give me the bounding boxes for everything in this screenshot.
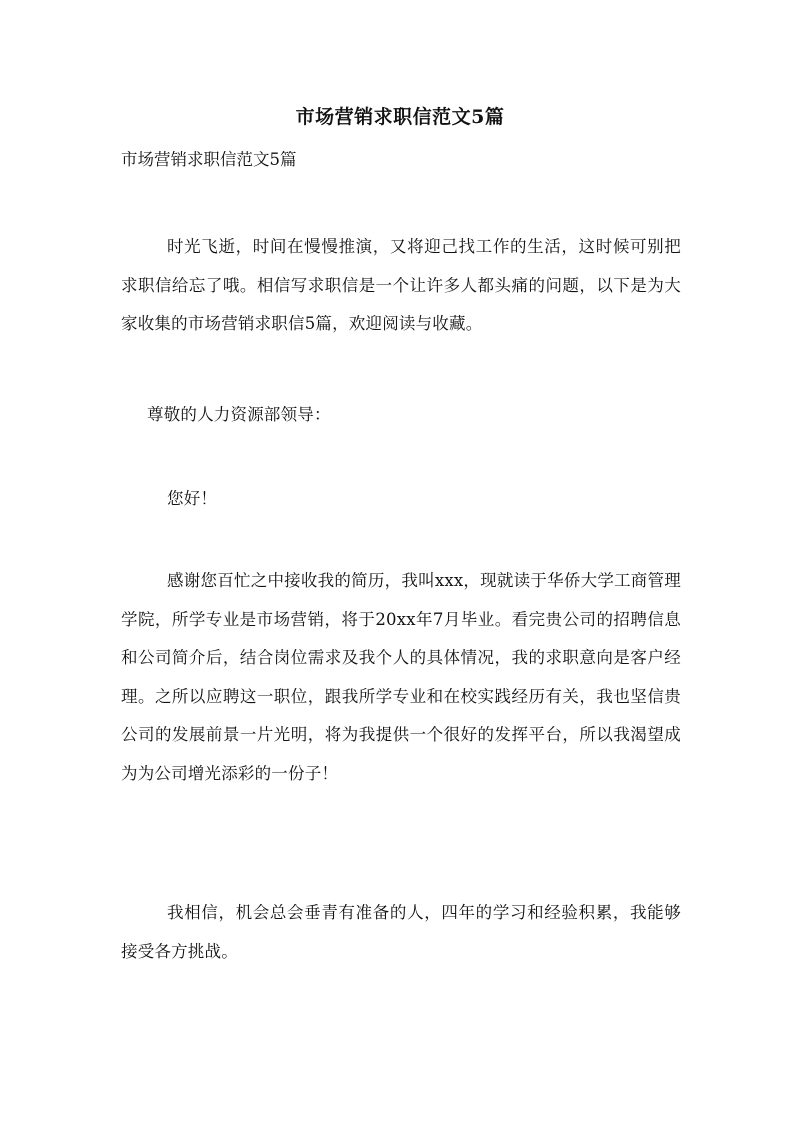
document-subtitle: 市场营销求职信范文5篇 [121,150,297,169]
body-paragraph-1: 感谢您百忙之中接收我的简历，我叫xxx，现就读于华侨大学工商管理学院，所学专业是市场营销，将于20xx年7月毕业。看完贵公司的招聘信息和公司简介后，结合岗位需求及我个人的具体情况，我的求职意向是客户经理。之所以应聘这一职位，跟我所学专业和在校实践经历有关，我也坚信贵公司的发展前景一片光明，将为我提供一个很好的发挥平台，所以我渴望成为为公司增光添彩的一份子！ [121,571,681,783]
document-title: 市场营销求职信范文5篇 [295,106,505,128]
intro-paragraph: 时光飞逝，时间在慢慢推演，又将迎己找工作的生活，这时候可别把求职信给忘了哦。相信写求职信是一个让许多人都头痛的问题，以下是为大家收集的市场营销求职信5篇，欢迎阅读与收藏。 [121,237,681,333]
body-paragraph-2: 我相信，机会总会垂青有准备的人，四年的学习和经验积累，我能够接受各方挑战。 [121,903,681,961]
salutation-paragraph: 尊敬的人力资源部领导： [147,405,331,424]
greeting-paragraph: 您好！ [167,489,218,508]
